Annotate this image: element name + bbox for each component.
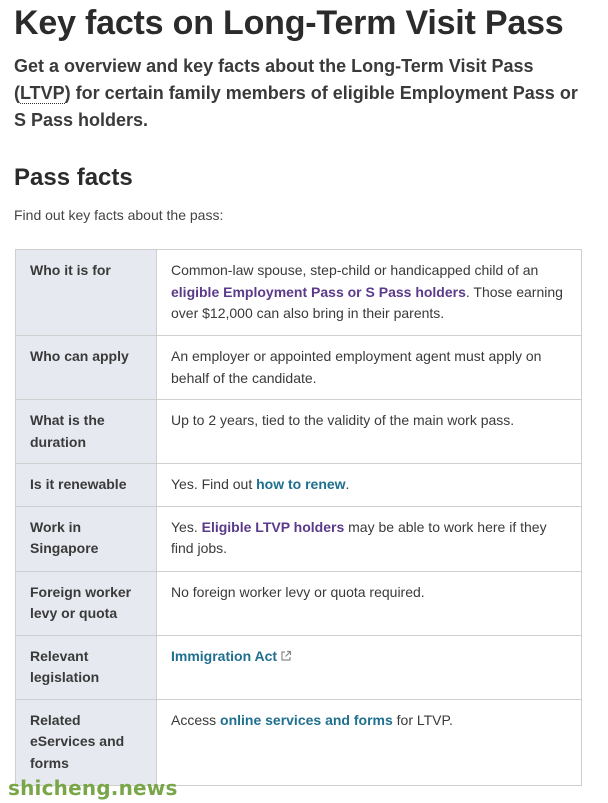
table-row	[16, 571, 582, 635]
value-text: An employer or appointed employment agent must apply on behalf of the candidate.	[171, 348, 542, 386]
row-key: Relevant legislation	[16, 635, 157, 699]
table-row	[16, 250, 582, 336]
external-link-icon	[280, 650, 292, 662]
value-text: Access	[171, 711, 221, 728]
intro-text	[14, 53, 594, 134]
value-text: Up to 2 years, tied to the validity of the main work pass.	[171, 412, 515, 428]
eligible-holders-link[interactable]: eligible Employment Pass or S Pass holders	[171, 283, 466, 300]
row-key: Foreign worker levy or quota	[16, 571, 157, 635]
value-text: may be able to work here if they find jobs.	[171, 518, 547, 556]
how-to-renew-link[interactable]: how to renew	[256, 476, 346, 492]
value-text: Yes. Find out	[171, 476, 257, 492]
immigration-act-label: Immigration Act	[171, 647, 278, 664]
immigration-act-link[interactable]	[171, 648, 292, 664]
lead-text: Find out key facts about the pass:	[14, 207, 224, 223]
table-row	[16, 336, 582, 400]
intro-after: ) for certain family members of eligible Employment Pass or S Pass holders.	[14, 83, 578, 130]
row-value	[157, 336, 582, 400]
row-value	[157, 571, 582, 635]
row-value	[157, 250, 582, 336]
page-title: Key facts on Long-Term Visit Pass	[14, 4, 564, 42]
intro-before: Get a overview and key facts about the Long-Term Visit Pass (	[14, 56, 534, 103]
value-text: Common-law spouse, step-child or handicapped child of an	[171, 262, 539, 278]
table-row	[16, 464, 582, 507]
value-text: No foreign worker levy or quota required.	[171, 583, 425, 600]
table-row	[16, 400, 582, 464]
value-text: Yes.	[171, 518, 202, 535]
ltvp-abbreviation[interactable]: LTVP	[20, 83, 65, 103]
table-row	[16, 635, 582, 699]
value-text: .	[345, 476, 350, 492]
row-key: Who it is for	[16, 250, 157, 336]
watermark: shicheng.news	[8, 776, 178, 800]
row-value	[157, 699, 582, 785]
row-key: Is it renewable	[16, 464, 157, 507]
row-value	[157, 400, 582, 464]
online-services-link[interactable]: online services and forms	[220, 711, 393, 728]
row-key: Who can apply	[16, 336, 157, 400]
pass-facts-table	[15, 249, 582, 786]
row-key: What is the duration	[16, 400, 157, 464]
value-text: . Those earning over $12,000 can also bring in their parents.	[171, 283, 563, 321]
table-row	[16, 506, 582, 571]
row-key: Work in Singapore	[16, 506, 157, 571]
value-text: for LTVP.	[392, 711, 453, 728]
table-row	[16, 699, 582, 785]
row-value	[157, 635, 582, 699]
row-value	[157, 506, 582, 571]
row-value	[157, 464, 582, 507]
eligible-ltvp-holders-link[interactable]: Eligible LTVP holders	[201, 518, 345, 535]
section-title: Pass facts	[14, 164, 133, 191]
row-key: Related eServices and forms	[16, 699, 157, 785]
